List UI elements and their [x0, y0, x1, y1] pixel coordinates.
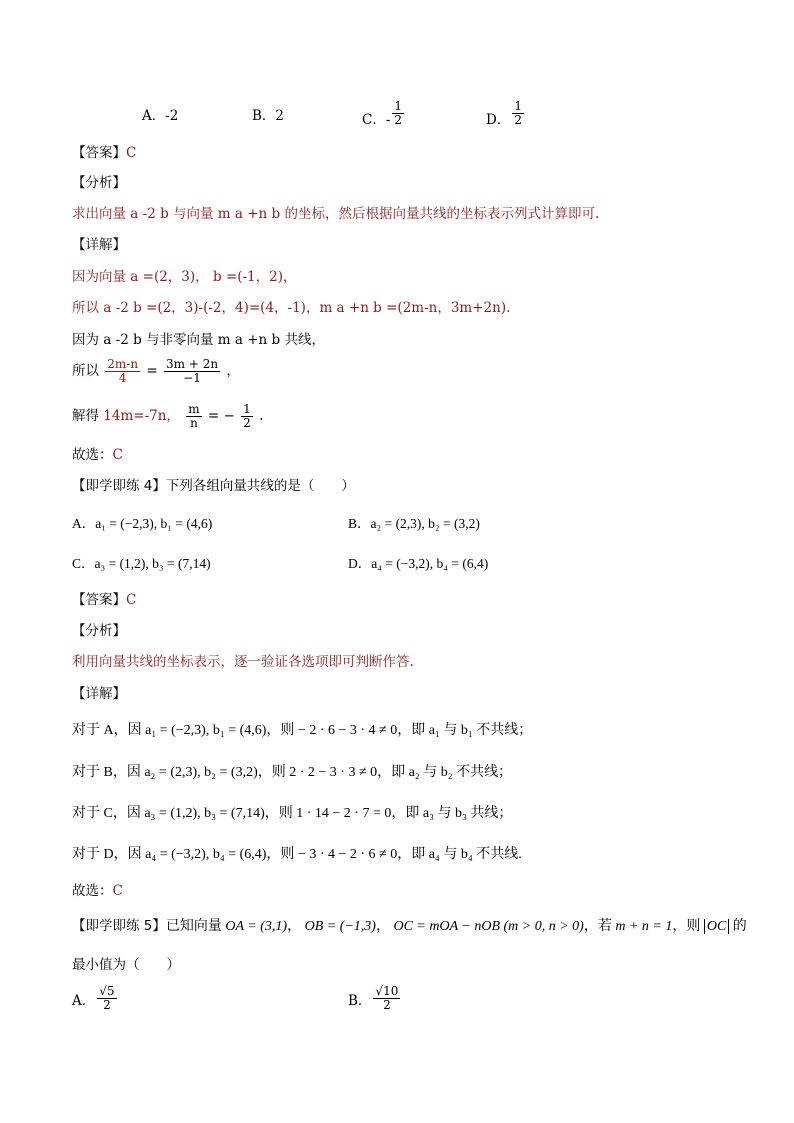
q4-choice-label: 故选：: [72, 883, 113, 899]
q4-option-d: D．a₄ = (−3,2), b₄ = (6,4): [348, 556, 489, 571]
q3-d5-red: 14m=-7n，: [103, 408, 180, 424]
q3-d5-prefix: 解得: [72, 408, 99, 424]
q5-oa: OA = (3,1): [225, 919, 288, 934]
q5-stem-line-2: 最小值为（ ）: [72, 957, 180, 973]
prev-option-c-prefix: C．-: [362, 112, 391, 128]
q5-cond: m + n = 1: [615, 919, 673, 934]
q3-detail-line-1: 因为向量 a =(2，3)， b =(-1，2)，: [72, 269, 297, 285]
q5-stem-d: 的: [732, 919, 747, 934]
q3-answer: [72, 144, 136, 162]
q5-stem-b: ，若: [583, 919, 612, 934]
choice-label: 故选：: [72, 447, 113, 463]
q5-stem-a: 已知向量: [165, 919, 222, 934]
q3-d4-fraction-2: $\frac{3m + 2n}{-1}$: [166, 357, 219, 385]
q3-d4-prefix: 所以: [72, 363, 99, 379]
q3-choice: [72, 446, 123, 464]
choice-value: C: [112, 447, 123, 463]
q5-option-a-fraction: $\frac{√5}{2}$: [99, 984, 115, 1012]
q4-option-b: B．a₂ = (2,3), b₂ = (3,2): [348, 516, 480, 531]
q3-detail-line-4: [72, 358, 240, 385]
practice4-label: 【即学即练 4】: [72, 478, 166, 494]
q3-detail-line-2: [72, 299, 510, 317]
prev-option-a: A．-2: [142, 108, 179, 124]
q3-detail-line-2b: m a +n b =(2m-n，3m+2n).: [319, 300, 511, 316]
q4-answer-label: 【答案】: [72, 592, 126, 608]
q4-detail-d: 对于 D，因 a₄ = (−3,2), b₄ = (6,4)，则 − 3 · 4 − 2 · 6 ≠ 0，即 a₄ 与 b₄ 不共线.: [72, 847, 522, 862]
q5-abs: OC: [704, 919, 729, 934]
prev-option-d-fraction: $\frac{1}{2}$: [514, 99, 522, 127]
q5-ob: OB = (−1,3): [304, 919, 376, 934]
prev-option-d: [486, 100, 526, 127]
q3-detail-label: 【详解】: [72, 237, 126, 253]
q4-stem: [72, 477, 355, 495]
q3-d5-end: .: [259, 408, 264, 424]
q5-stem-c: ，则: [672, 919, 701, 934]
q4-detail-label: 【详解】: [72, 686, 126, 702]
q5-option-b-fraction: $\frac{√10}{2}$: [375, 984, 399, 1012]
q4-stem-text: 下列各组向量共线的是（ ）: [165, 478, 355, 494]
q5-oc: OC = mOA − nOB (m > 0, n > 0): [393, 919, 584, 934]
practice5-label: 【即学即练 5】: [72, 918, 166, 934]
q4-answer: [72, 591, 136, 609]
q3-d4-eq: =: [146, 363, 158, 379]
prev-option-d-prefix: D．: [486, 112, 511, 128]
q4-choice-value: C: [112, 883, 123, 899]
q5-option-a: [72, 985, 119, 1012]
q5-stem: 【即学即练 5】已知向量 OA = (3,1)， OB = (−1,3)， OC = mOA − nOB (m > 0, n > 0)，若 m + n = 1，则 OC 的: [72, 918, 747, 934]
q4-choice: [72, 882, 123, 900]
answer-value: C: [126, 145, 137, 161]
q3-detail-line-5: [72, 403, 263, 430]
q4-detail-b: 对于 B，因 a₂ = (2,3), b₂ = (3,2)，则 2 · 2 − 3 · 3 ≠ 0，即 a₂ 与 b₂ 不共线；: [72, 765, 513, 780]
q3-d5-fraction-2: $\frac{1}{2}$: [243, 402, 251, 430]
q4-detail-c: 对于 C，因 a₃ = (1,2), b₃ = (7,14)，则 1 · 14 − 2 · 7 = 0，即 a₃ 与 b₃ 共线；: [72, 806, 513, 821]
q3-d4-fraction-1: $\frac{2m-n}{4}$: [107, 357, 139, 385]
q4-option-c: C．a₃ = (1,2), b₃ = (7,14): [72, 556, 211, 571]
q3-detail-line-3: 因为 a -2 b 与非零向量 m a +n b 共线，: [72, 332, 325, 348]
q4-detail-a: 对于 A，因 a₁ = (−2,3), b₁ = (4,6)，则 − 2 · 6 − 3 · 4 ≠ 0，即 a₁ 与 b₁ 不共线；: [72, 723, 533, 738]
q4-analysis-text: 利用向量共线的坐标表示，逐一验证各选项即可判断作答.: [72, 654, 414, 670]
q3-analysis-text: 求出向量 a -2 b 与向量 m a +n b 的坐标，然后根据向量共线的坐标表示列式计算即可.: [72, 206, 600, 222]
q4-answer-value: C: [126, 592, 137, 608]
q3-d4-suffix: ，: [226, 363, 240, 379]
q4-analysis-label: 【分析】: [72, 623, 126, 639]
q5-option-b-prefix: B．: [348, 993, 372, 1009]
answer-label: 【答案】: [72, 145, 126, 161]
prev-option-c: [362, 100, 406, 127]
q4-option-a: A．a₁ = (−2,3), b₁ = (4,6): [72, 516, 213, 531]
prev-option-b: B．2: [252, 108, 285, 124]
q3-d5-mid: = −: [207, 408, 235, 424]
q3-detail-line-2a: 所以 a -2 b =(2，3)-(-2，4)=(4，-1)，: [72, 300, 320, 316]
q3-d5-fraction-1: $\frac{m}{n}$: [188, 402, 200, 430]
prev-option-c-fraction: $\frac{1}{2}$: [394, 99, 403, 127]
q5-option-a-prefix: A．: [72, 993, 96, 1009]
q3-analysis-label: 【分析】: [72, 175, 126, 191]
q5-option-b: [348, 985, 402, 1012]
